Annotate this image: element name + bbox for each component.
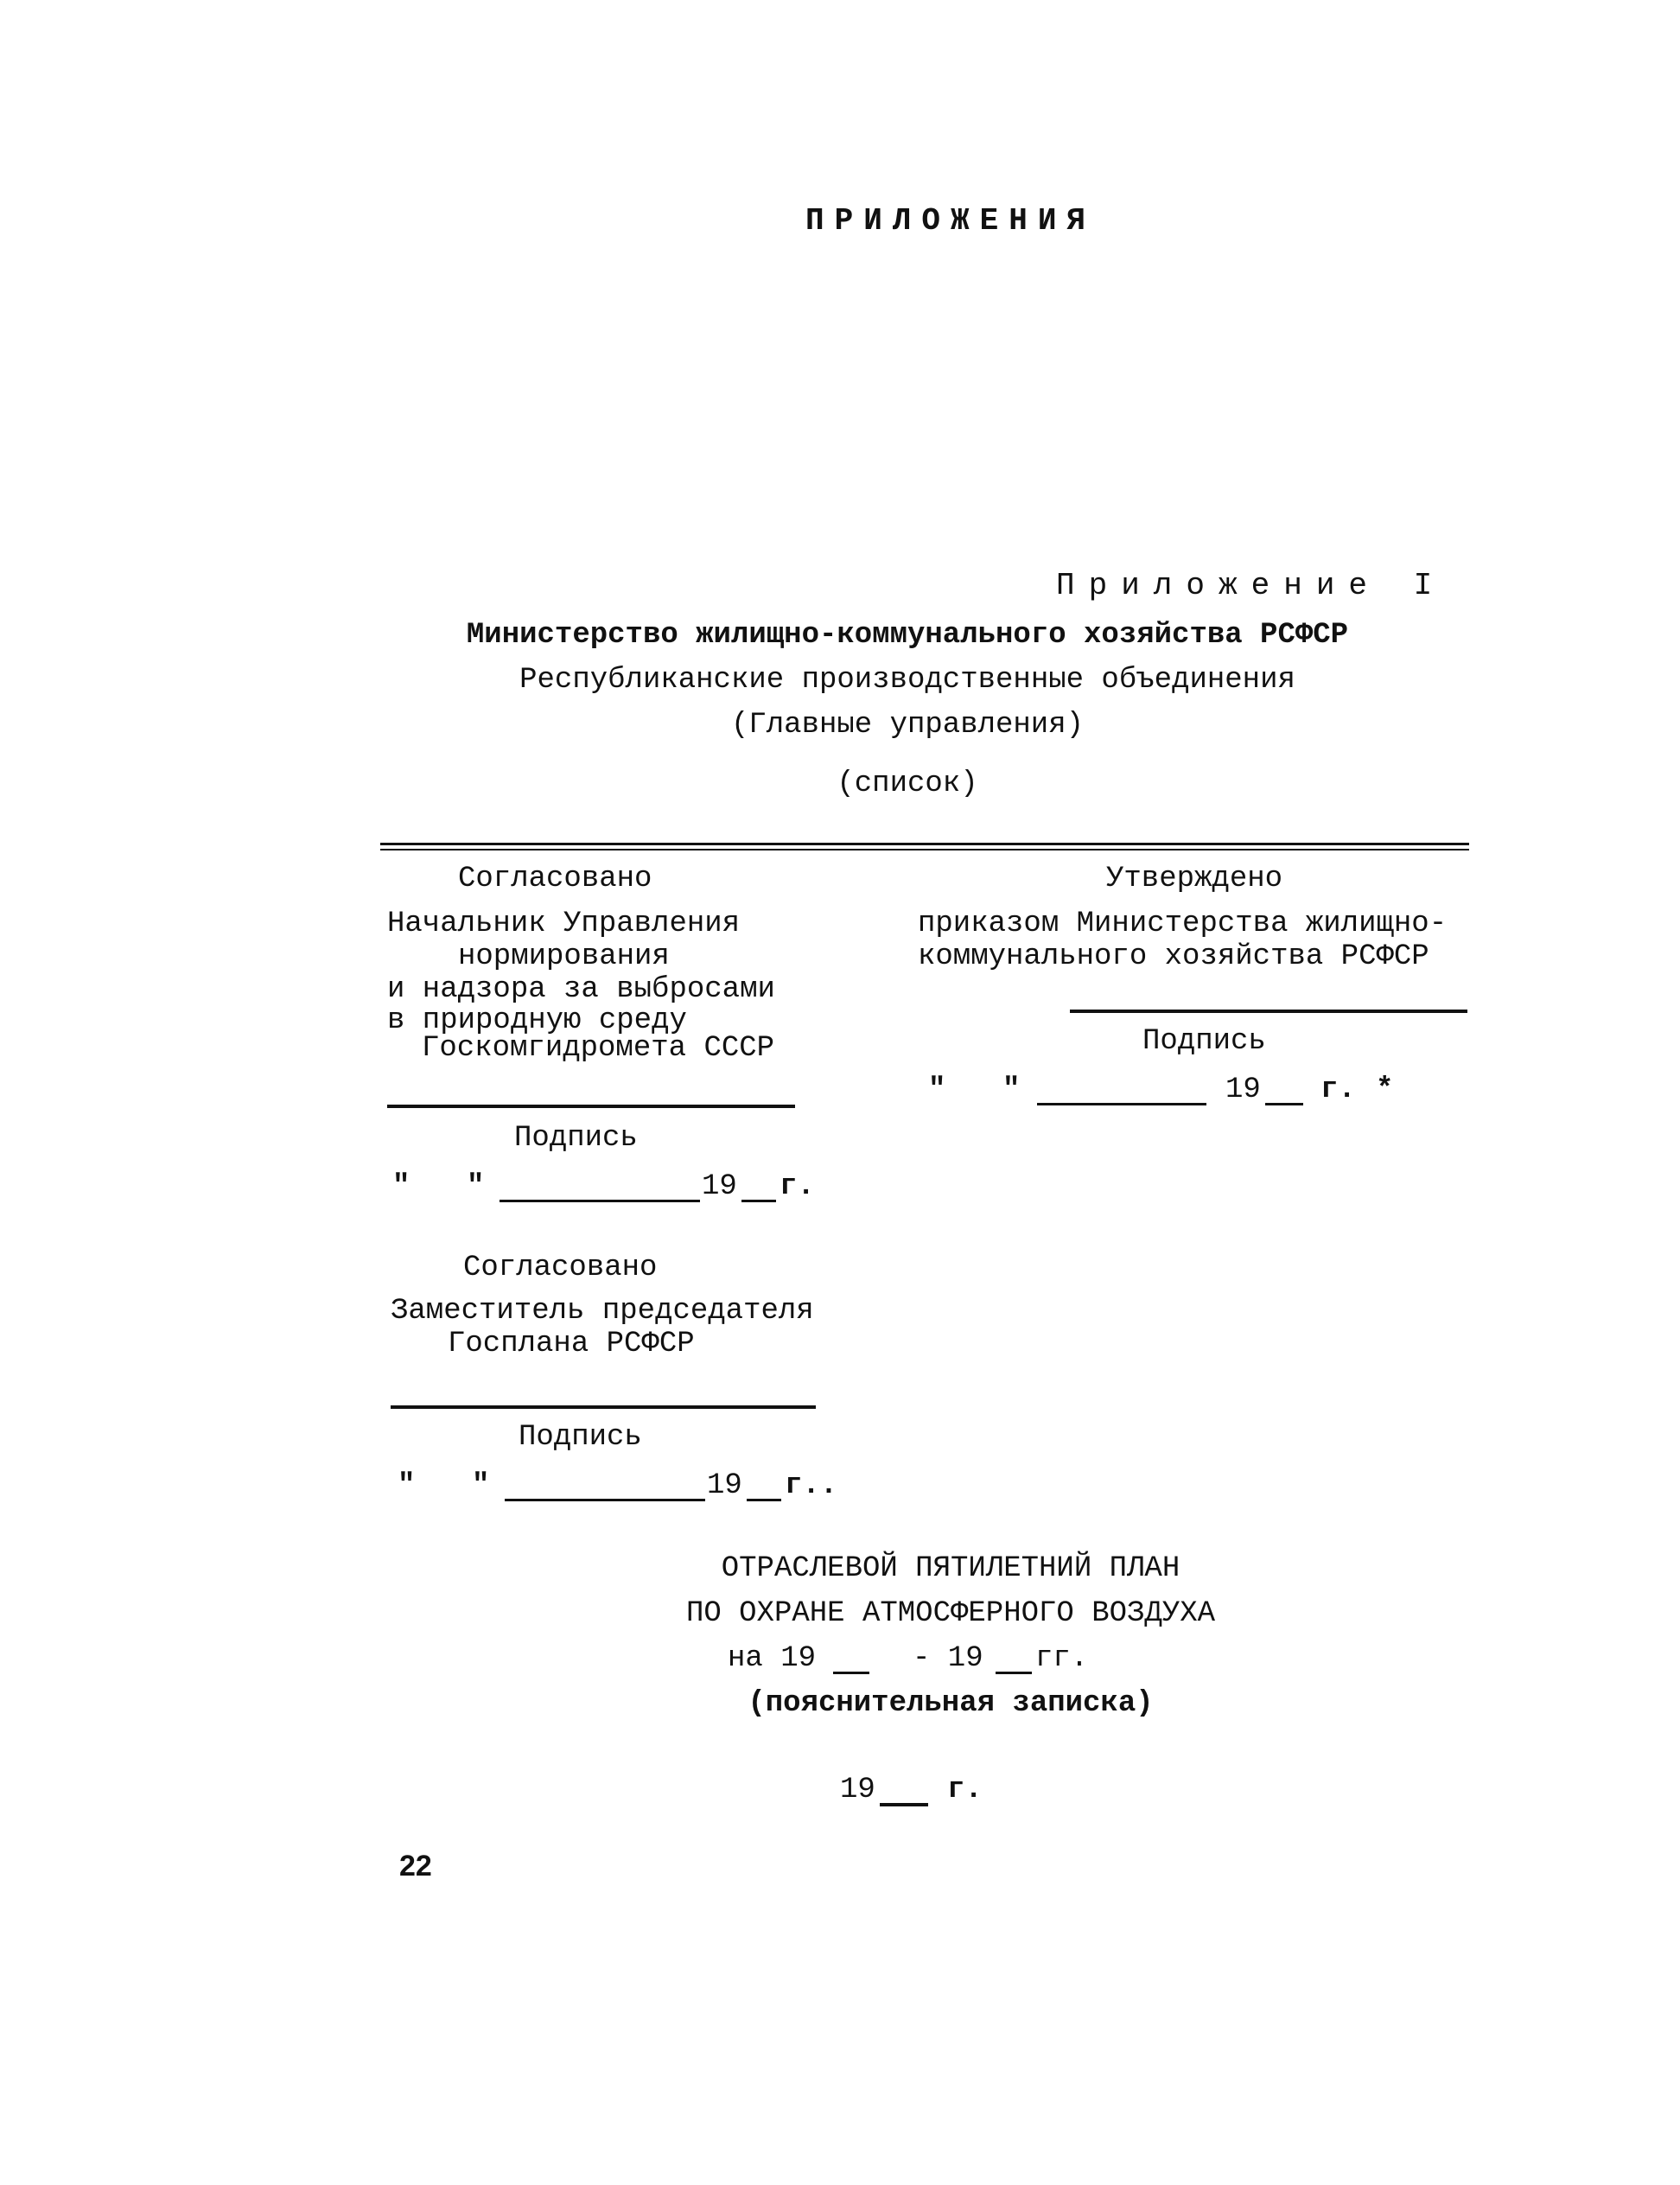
plan-subtitle: (пояснительная записка) [748,1687,1154,1720]
signature-line [391,1405,816,1409]
quote-mark: " [392,1170,410,1203]
footnote-mark: * [1376,1073,1394,1106]
signature-label: Подпись [519,1421,642,1454]
year-blank-line [747,1499,781,1501]
date-year: 19 [702,1170,737,1203]
plan-title-line: ОТРАСЛЕВОЙ ПЯТИЛЕТНИЙ ПЛАН [721,1552,1180,1585]
date-blank-line [500,1200,700,1202]
approver-line: приказом Министерства жилищно- [918,908,1448,940]
signature-line [1070,1010,1467,1013]
year-blank-line [1265,1103,1303,1105]
date-year: 19 [1225,1073,1261,1106]
date-year: 19 [707,1469,742,1502]
top-rule-second [380,849,1469,850]
approval-title: Утверждено [1106,863,1283,895]
quote-mark: " [472,1469,490,1502]
quote-mark: " [467,1170,485,1203]
main-heading: ПРИЛОЖЕНИЯ [805,203,1097,239]
period-blank-line [996,1672,1032,1674]
quote-mark: " [398,1469,416,1502]
approver-line: Госплана РСФСР [448,1328,695,1360]
date-suffix: г. [1320,1073,1356,1106]
associations-title: Республиканские производственные объединения [519,664,1295,697]
date-suffix: г.. [785,1469,838,1502]
period-blank-line [833,1672,869,1674]
approver-line: Госкомгидромета СССР [422,1032,775,1065]
approval-title: Согласовано [463,1252,658,1284]
quote-mark: " [928,1073,946,1106]
document-year-number: 19 [840,1774,875,1806]
approver-line: и надзора за выбросами [387,973,775,1006]
quote-mark: " [1002,1073,1021,1106]
approver-line: Начальник Управления [387,908,741,940]
date-blank-line [1037,1103,1206,1105]
signature-label: Подпись [514,1122,638,1155]
list-note: (список) [837,768,978,800]
year-blank-line [880,1803,928,1806]
plan-period-suffix: гг. [1035,1642,1089,1675]
approver-line: в природную среду [387,1004,687,1037]
approver-line: нормирования [458,940,670,973]
plan-title-line: ПО ОХРАНЕ АТМОСФЕРНОГО ВОЗДУХА [685,1597,1216,1630]
signature-line [387,1105,795,1108]
top-rule [380,843,1469,845]
year-blank-line [741,1200,776,1202]
plan-period-start: на 19 [728,1642,817,1675]
ministry-title: Министерство жилищно-коммунального хозяйства РСФСР [466,619,1349,652]
appendix-label: Приложение I [1056,568,1447,603]
approval-title: Согласовано [458,863,652,895]
main-departments: (Главные управления) [730,709,1085,742]
date-suffix: г. [780,1170,815,1203]
signature-label: Подпись [1142,1025,1266,1058]
page-number: 22 [399,1850,432,1882]
date-blank-line [505,1499,705,1501]
document-year-suffix: г. [947,1774,983,1806]
approver-line: Заместитель председателя [391,1295,814,1328]
plan-period-end: - 19 [913,1642,983,1675]
approver-line: коммунального хозяйства РСФСР [918,940,1429,973]
